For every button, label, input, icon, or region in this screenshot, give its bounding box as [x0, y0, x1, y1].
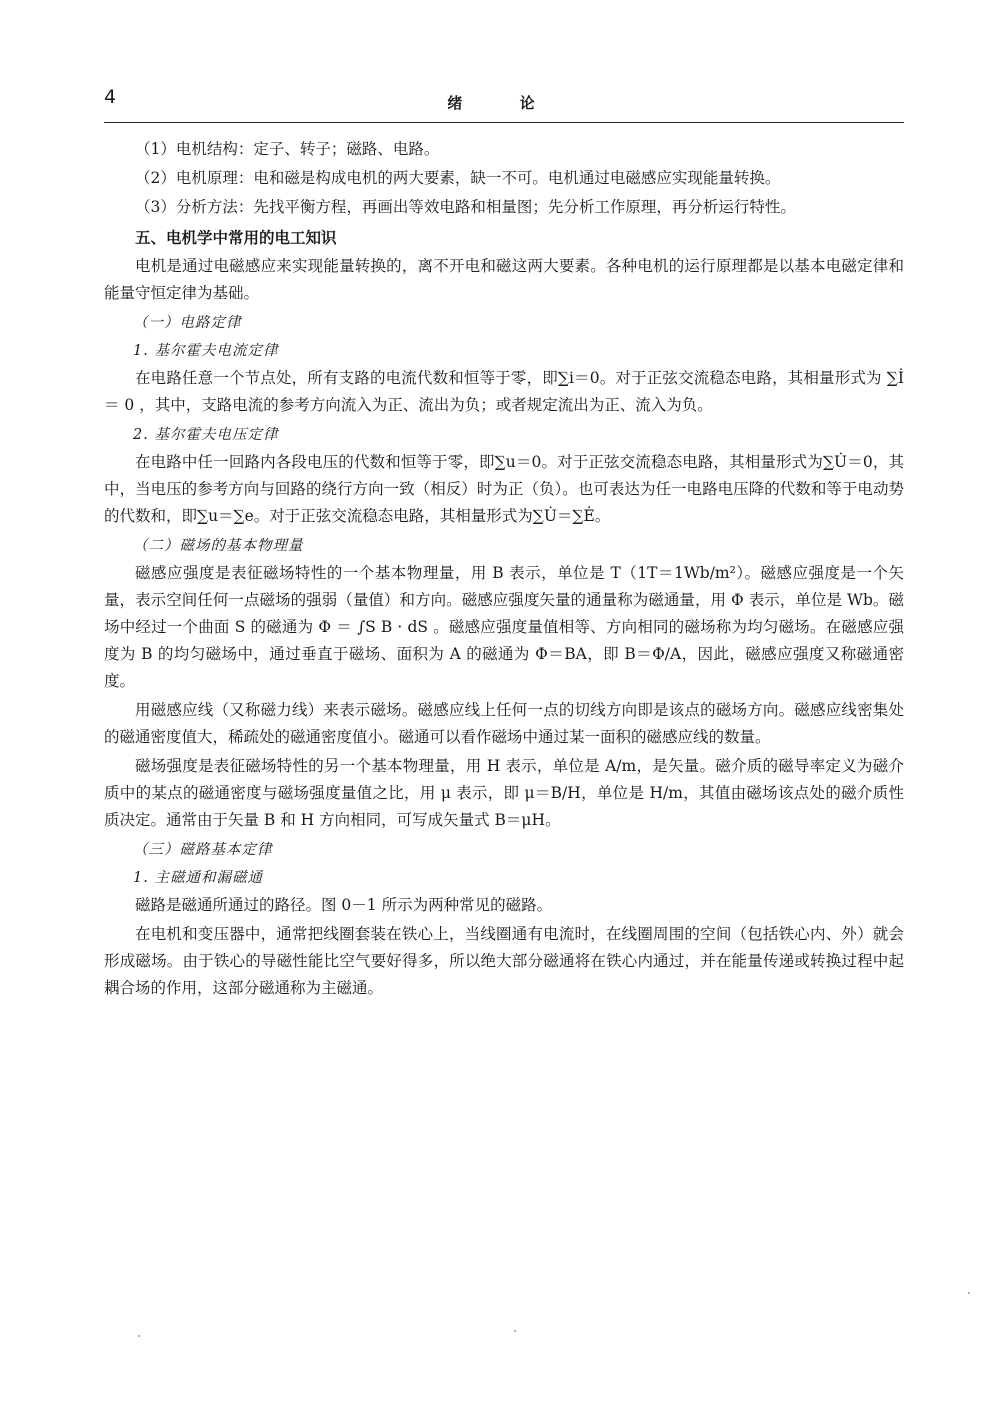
subsubsection-heading-kvl: 2. 基尔霍夫电压定律 [133, 427, 279, 443]
list-item-structure: （1）电机结构：定子、转子；磁路、电路。 [135, 140, 440, 158]
paragraph-field-intensity: 磁场强度是表征磁场特性的另一个基本物理量，用 H 表示，单位是 A/m，是矢量。磁介质的磁导率定义为磁介质中的某点的磁通密度与磁场强度量值之比，用 μ 表示，即 μ＝B/H，单位是 H/m，其值由磁场该点处的磁介质性质决定。通常由于矢量 B 和 H 方向相同，可写成矢量式 B＝μH。 [104, 757, 904, 829]
scan-speck [138, 1335, 140, 1337]
page-number: 4 [104, 86, 117, 108]
running-header-title: 绪 论 [447, 94, 561, 112]
subsection-heading-magnetic-circuit: （三）磁路基本定律 [133, 842, 273, 858]
subsubsection-heading-main-flux: 1. 主磁通和漏磁通 [133, 870, 263, 886]
header-rule [104, 122, 904, 123]
subsection-heading-magnetic-quantities: （二）磁场的基本物理量 [133, 538, 304, 554]
paragraph-kvl: 在电路中任一回路内各段电压的代数和恒等于零，即∑u＝0。对于正弦交流稳态电路，其相量形式为∑U̇＝0，其中，当电压的参考方向与回路的绕行方向一致（相反）时为正（负）。也可表达为任一电路电压降的代数和等于电动势的代数和，即∑u＝∑e。对于正弦交流稳态电路，其相量形式为∑U̇＝∑Ė。 [104, 453, 904, 525]
paragraph-magnetic-path: 磁路是磁通所通过的路径。图 0－1 所示为两种常见的磁路。 [135, 896, 553, 914]
subsection-heading-circuit-laws: （一）电路定律 [133, 315, 242, 331]
paragraph-kcl: 在电路任意一个节点处，所有支路的电流代数和恒等于零，即∑i＝0。对于正弦交流稳态电路，其相量形式为 ∑İ ＝ 0 ，其中，支路电流的参考方向流入为正、流出为负；或者规定流出为正、流入为负。 [104, 369, 904, 414]
scan-speck [514, 1330, 516, 1332]
page-body [104, 136, 904, 1004]
list-item-principle: （2）电机原理：电和磁是构成电机的两大要素，缺一不可。电机通过电磁感应实现能量转换。 [135, 169, 781, 187]
subsubsection-heading-kcl: 1. 基尔霍夫电流定律 [133, 343, 279, 359]
scan-speck [968, 1292, 970, 1294]
paragraph-field-lines: 用磁感应线（又称磁力线）来表示磁场。磁感应线上任何一点的切线方向即是该点的磁场方向。磁感应线密集处的磁通密度值大，稀疏处的磁通密度值小。磁通可以看作磁场中通过某一面积的磁感应线的数量。 [104, 701, 904, 746]
list-item-method: （3）分析方法：先找平衡方程，再画出等效电路和相量图；先分析工作原理，再分析运行特性。 [135, 198, 796, 216]
paragraph-main-flux: 在电机和变压器中，通常把线圈套装在铁心上，当线圈通有电流时，在线圈周围的空间（包括铁心内、外）就会形成磁场。由于铁心的导磁性能比空气要好得多，所以绝大部分磁通将在铁心内通过，并在能量传递或转换过程中起耦合场的作用，这部分磁通称为主磁通。 [104, 925, 904, 997]
section-heading: 五、电机学中常用的电工知识 [135, 229, 337, 247]
paragraph-flux-density: 磁感应强度是表征磁场特性的一个基本物理量，用 B 表示，单位是 T（1T＝1Wb/m²）。磁感应强度是一个矢量，表示空间任何一点磁场的强弱（量值）和方向。磁感应强度矢量的通量称为磁通量，用 Φ 表示，单位是 Wb。磁场中经过一个曲面 S 的磁通为 Φ ＝ ∫S B · dS 。磁感应强度量值相等、方向相同的磁场称为均匀磁场。在磁感应强度为 B 的均匀磁场中，通过垂直于磁场、面积为 A 的磁通为 Φ＝BA，即 B＝Φ/A，因此，磁感应强度又称磁通密度。 [104, 564, 904, 690]
paragraph-intro: 电机是通过电磁感应来实现能量转换的，离不开电和磁这两大要素。各种电机的运行原理都是以基本电磁定律和能量守恒定律为基础。 [104, 257, 904, 302]
